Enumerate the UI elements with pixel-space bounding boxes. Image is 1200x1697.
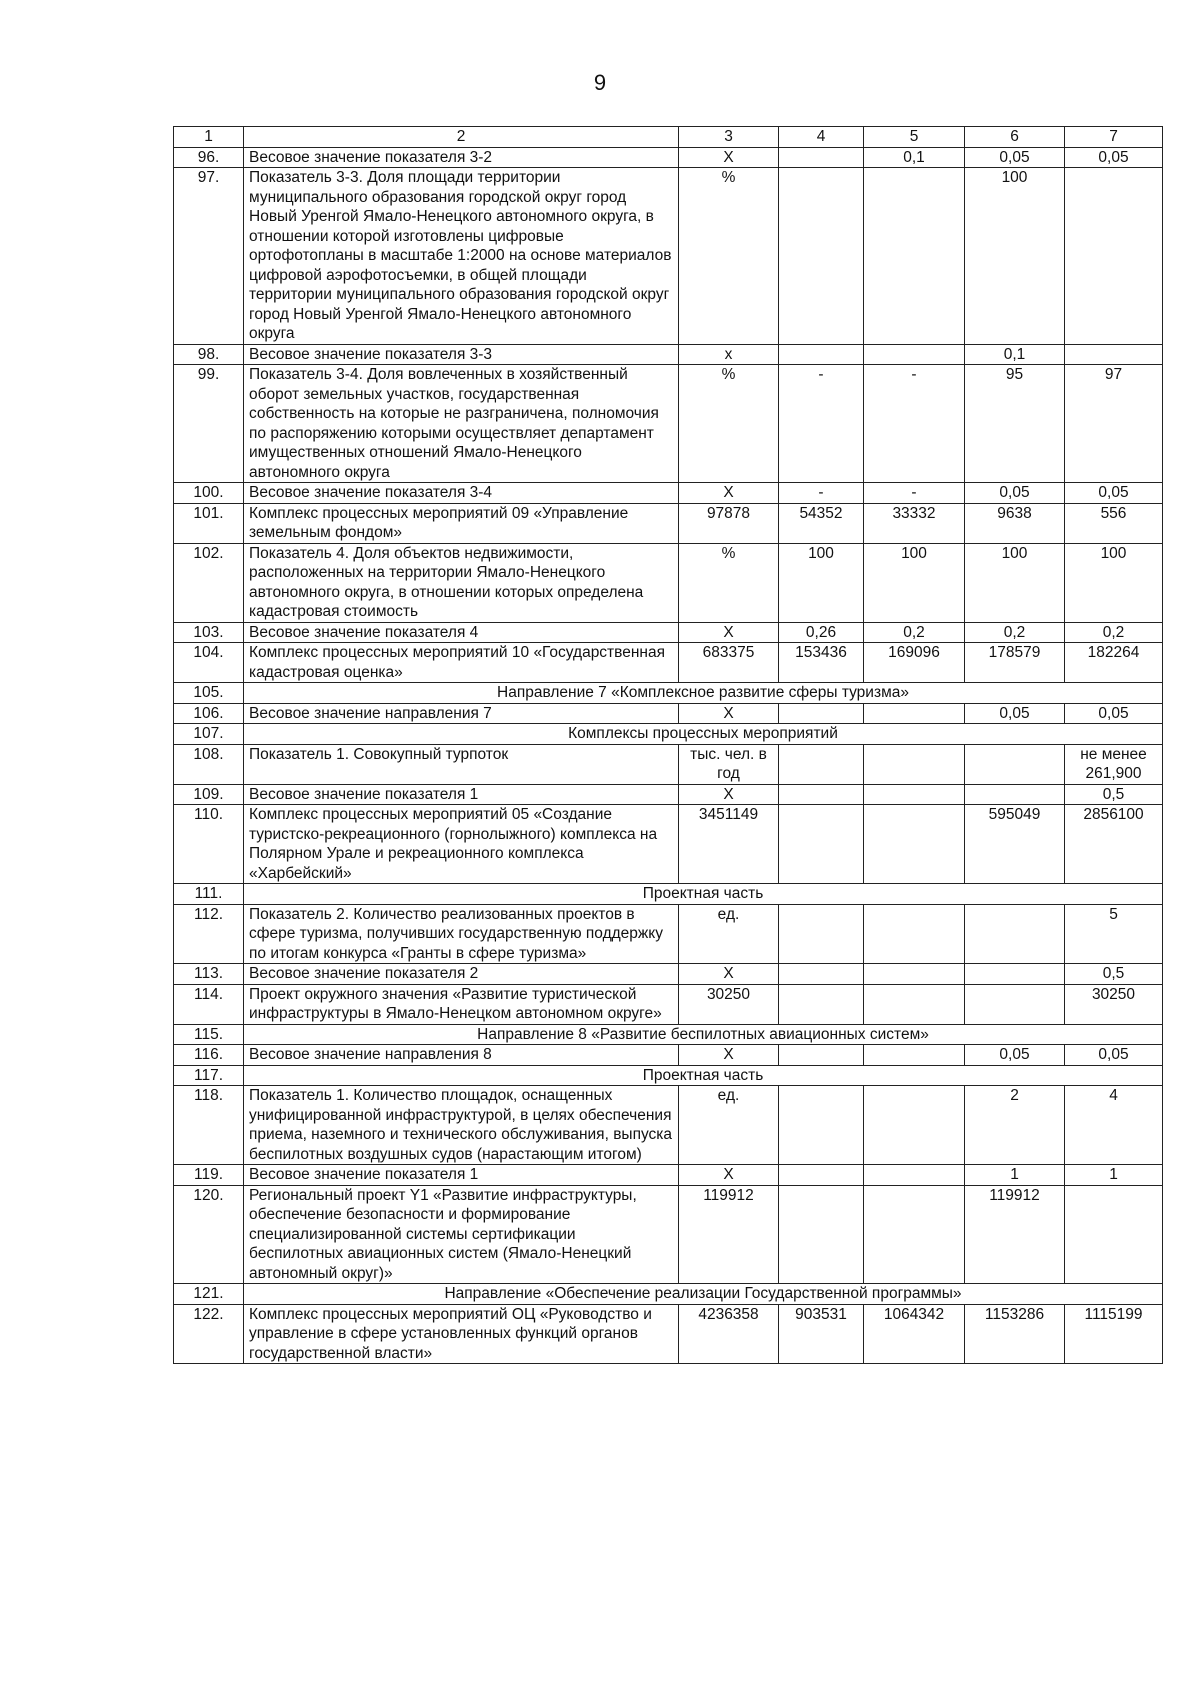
unit-or-total-cell: 683375: [679, 643, 779, 683]
table-row: [174, 503, 1163, 543]
unit-or-total-cell: %: [679, 543, 779, 622]
value-cell-col7: 1: [1065, 1165, 1163, 1186]
section-title-cell: Комплексы процессных мероприятий: [244, 724, 1163, 745]
unit-or-total-cell: Х: [679, 703, 779, 724]
value-cell-col5: 169096: [864, 643, 965, 683]
header-cell: 7: [1065, 127, 1163, 148]
value-cell-col4: [779, 805, 864, 884]
section-row: [174, 683, 1163, 704]
value-cell-col4: [779, 904, 864, 964]
unit-or-total-cell: 97878: [679, 503, 779, 543]
unit-or-total-cell: х: [679, 344, 779, 365]
value-cell-col5: [864, 703, 965, 724]
row-number-cell: 103.: [174, 622, 244, 643]
header-cell: 3: [679, 127, 779, 148]
indicator-name-cell: Показатель 2. Количество реализованных проектов в сфере туризма, получивших государственную поддержку по итогам конкурса «Гранты в сфере туризма»: [244, 904, 679, 964]
value-cell-col4: [779, 964, 864, 985]
unit-or-total-cell: Х: [679, 1045, 779, 1066]
value-cell-col6: 0,05: [965, 147, 1065, 168]
table-row: [174, 543, 1163, 622]
unit-or-total-cell: 30250: [679, 984, 779, 1024]
table-row: [174, 483, 1163, 504]
table-row: [174, 168, 1163, 345]
value-cell-col6: 0,1: [965, 344, 1065, 365]
table-row: [174, 365, 1163, 483]
value-cell-col6: [965, 784, 1065, 805]
row-number-cell: 107.: [174, 724, 244, 745]
value-cell-col4: [779, 1045, 864, 1066]
section-row: [174, 1284, 1163, 1305]
value-cell-col5: [864, 984, 965, 1024]
value-cell-col7: [1065, 168, 1163, 345]
row-number-cell: 118.: [174, 1086, 244, 1165]
indicator-name-cell: Показатель 3-3. Доля площади территории муниципального образования городской округ город Новый Уренгой Ямало-Ненецкого автономного округа, в отношении которой изготовлены цифровые ортофотопланы в масштабе 1:2000 на основе материалов цифровой аэрофотосъемки, в общей площади территории муниципального образования городской округ город Новый Уренгой Ямало-Ненецкого автономного округа: [244, 168, 679, 345]
section-row: [174, 884, 1163, 905]
section-title-cell: Направление «Обеспечение реализации Государственной программы»: [244, 1284, 1163, 1305]
indicator-name-cell: Комплекс процессных мероприятий 10 «Государственная кадастровая оценка»: [244, 643, 679, 683]
unit-or-total-cell: 119912: [679, 1185, 779, 1284]
unit-or-total-cell: 3451149: [679, 805, 779, 884]
unit-or-total-cell: Х: [679, 483, 779, 504]
indicators-table: [173, 126, 1163, 1364]
value-cell-col6: 100: [965, 168, 1065, 345]
value-cell-col5: 1064342: [864, 1304, 965, 1364]
indicator-name-cell: Показатель 4. Доля объектов недвижимости, расположенных на территории Ямало-Ненецкого автономного округа, в отношении которых определена кадастровая стоимость: [244, 543, 679, 622]
value-cell-col4: [779, 703, 864, 724]
unit-or-total-cell: %: [679, 365, 779, 483]
value-cell-col7: 30250: [1065, 984, 1163, 1024]
value-cell-col6: 1153286: [965, 1304, 1065, 1364]
row-number-cell: 102.: [174, 543, 244, 622]
value-cell-col4: 100: [779, 543, 864, 622]
section-row: [174, 1024, 1163, 1045]
value-cell-col4: -: [779, 483, 864, 504]
table-row: [174, 703, 1163, 724]
table-row: [174, 1086, 1163, 1165]
indicator-name-cell: Показатель 1. Совокупный турпоток: [244, 744, 679, 784]
unit-or-total-cell: %: [679, 168, 779, 345]
row-number-cell: 101.: [174, 503, 244, 543]
indicator-name-cell: Весовое значение направления 8: [244, 1045, 679, 1066]
row-number-cell: 98.: [174, 344, 244, 365]
indicator-name-cell: Показатель 1. Количество площадок, оснащенных унифицированной инфраструктурой, в целях обеспечения приема, наземного и технического обслуживания, выпуска беспилотных воздушных судов (нарастающим итогом): [244, 1086, 679, 1165]
row-number-cell: 109.: [174, 784, 244, 805]
value-cell-col6: 595049: [965, 805, 1065, 884]
indicator-name-cell: Весовое значение показателя 3-3: [244, 344, 679, 365]
value-cell-col5: [864, 744, 965, 784]
value-cell-col5: [864, 344, 965, 365]
row-number-cell: 122.: [174, 1304, 244, 1364]
value-cell-col5: -: [864, 483, 965, 504]
table-row: [174, 344, 1163, 365]
row-number-cell: 113.: [174, 964, 244, 985]
value-cell-col5: -: [864, 365, 965, 483]
indicator-name-cell: Весовое значение показателя 3-4: [244, 483, 679, 504]
value-cell-col7: 0,05: [1065, 703, 1163, 724]
value-cell-col4: [779, 344, 864, 365]
value-cell-col4: [779, 168, 864, 345]
value-cell-col4: -: [779, 365, 864, 483]
unit-or-total-cell: ед.: [679, 1086, 779, 1165]
table-row: [174, 147, 1163, 168]
value-cell-col7: 0,05: [1065, 147, 1163, 168]
indicator-name-cell: Весовое значение показателя 1: [244, 1165, 679, 1186]
table-row: [174, 1165, 1163, 1186]
value-cell-col5: 0,1: [864, 147, 965, 168]
row-number-cell: 108.: [174, 744, 244, 784]
table-row: [174, 904, 1163, 964]
row-number-cell: 105.: [174, 683, 244, 704]
value-cell-col4: 153436: [779, 643, 864, 683]
value-cell-col7: 4: [1065, 1086, 1163, 1165]
value-cell-col7: 100: [1065, 543, 1163, 622]
value-cell-col5: [864, 168, 965, 345]
value-cell-col6: [965, 964, 1065, 985]
value-cell-col7: 1115199: [1065, 1304, 1163, 1364]
unit-or-total-cell: Х: [679, 1165, 779, 1186]
row-number-cell: 97.: [174, 168, 244, 345]
value-cell-col7: 5: [1065, 904, 1163, 964]
unit-or-total-cell: Х: [679, 964, 779, 985]
value-cell-col6: 0,05: [965, 703, 1065, 724]
value-cell-col5: [864, 904, 965, 964]
indicator-name-cell: Показатель 3-4. Доля вовлеченных в хозяйственный оборот земельных участков, государственная собственность на которые не разграничена, полномочия по распоряжению которыми осуществляет департамент имущественных отношений Ямало-Ненецкого автономного округа: [244, 365, 679, 483]
indicator-name-cell: Весовое значение показателя 3-2: [244, 147, 679, 168]
value-cell-col4: 54352: [779, 503, 864, 543]
value-cell-col5: [864, 964, 965, 985]
table-row: [174, 784, 1163, 805]
table-row: [174, 622, 1163, 643]
value-cell-col5: 33332: [864, 503, 965, 543]
value-cell-col4: 0,26: [779, 622, 864, 643]
value-cell-col7: 97: [1065, 365, 1163, 483]
indicator-name-cell: Региональный проект Y1 «Развитие инфраструктуры, обеспечение безопасности и формирование специализированной системы сертификации беспилотных авиационных систем (Ямало-Ненецкий автономный округ)»: [244, 1185, 679, 1284]
indicator-name-cell: Комплекс процессных мероприятий 05 «Создание туристско-рекреационного (горнолыжного) комплекса на Полярном Урале и рекреационного комплекса «Харбейский»: [244, 805, 679, 884]
value-cell-col7: 556: [1065, 503, 1163, 543]
row-number-cell: 114.: [174, 984, 244, 1024]
page-number: 9: [593, 70, 607, 95]
section-title-cell: Проектная часть: [244, 884, 1163, 905]
value-cell-col4: [779, 1086, 864, 1165]
value-cell-col4: [779, 1165, 864, 1186]
value-cell-col4: [779, 147, 864, 168]
header-cell: 6: [965, 127, 1065, 148]
value-cell-col5: [864, 1045, 965, 1066]
table-row: [174, 984, 1163, 1024]
indicator-name-cell: Комплекс процессных мероприятий ОЦ «Руководство и управление в сфере установленных функций органов государственной власти»: [244, 1304, 679, 1364]
header-cell: 2: [244, 127, 679, 148]
value-cell-col7: 0,5: [1065, 784, 1163, 805]
value-cell-col4: 903531: [779, 1304, 864, 1364]
row-number-cell: 121.: [174, 1284, 244, 1305]
value-cell-col4: [779, 744, 864, 784]
value-cell-col6: 0,05: [965, 1045, 1065, 1066]
value-cell-col6: [965, 984, 1065, 1024]
value-cell-col5: [864, 805, 965, 884]
row-number-cell: 100.: [174, 483, 244, 504]
header-cell: 4: [779, 127, 864, 148]
section-title-cell: Направление 8 «Развитие беспилотных авиационных систем»: [244, 1024, 1163, 1045]
unit-or-total-cell: Х: [679, 622, 779, 643]
table-row: [174, 643, 1163, 683]
section-title-cell: Направление 7 «Комплексное развитие сферы туризма»: [244, 683, 1163, 704]
indicator-name-cell: Весовое значение показателя 2: [244, 964, 679, 985]
value-cell-col5: 100: [864, 543, 965, 622]
table-row: [174, 1304, 1163, 1364]
row-number-cell: 119.: [174, 1165, 244, 1186]
value-cell-col5: [864, 1165, 965, 1186]
value-cell-col7: 0,05: [1065, 1045, 1163, 1066]
section-row: [174, 1065, 1163, 1086]
unit-or-total-cell: Х: [679, 784, 779, 805]
value-cell-col5: [864, 1086, 965, 1165]
value-cell-col7: [1065, 344, 1163, 365]
unit-or-total-cell: 4236358: [679, 1304, 779, 1364]
value-cell-col4: [779, 784, 864, 805]
unit-or-total-cell: тыс. чел. в год: [679, 744, 779, 784]
value-cell-col7: 0,5: [1065, 964, 1163, 985]
row-number-cell: 104.: [174, 643, 244, 683]
indicator-name-cell: Весовое значение направления 7: [244, 703, 679, 724]
value-cell-col7: 0,05: [1065, 483, 1163, 504]
value-cell-col6: [965, 904, 1065, 964]
row-number-cell: 99.: [174, 365, 244, 483]
value-cell-col5: [864, 1185, 965, 1284]
row-number-cell: 111.: [174, 884, 244, 905]
section-title-cell: Проектная часть: [244, 1065, 1163, 1086]
row-number-cell: 115.: [174, 1024, 244, 1045]
header-cell: 5: [864, 127, 965, 148]
table-header-row: [174, 127, 1163, 148]
value-cell-col4: [779, 984, 864, 1024]
table-row: [174, 1185, 1163, 1284]
value-cell-col5: 0,2: [864, 622, 965, 643]
value-cell-col6: 0,05: [965, 483, 1065, 504]
table-row: [174, 805, 1163, 884]
table-row: [174, 744, 1163, 784]
value-cell-col7: 2856100: [1065, 805, 1163, 884]
value-cell-col7: 0,2: [1065, 622, 1163, 643]
value-cell-col4: [779, 1185, 864, 1284]
table-row: [174, 964, 1163, 985]
value-cell-col6: [965, 744, 1065, 784]
row-number-cell: 110.: [174, 805, 244, 884]
indicator-name-cell: Весовое значение показателя 1: [244, 784, 679, 805]
table-row: [174, 1045, 1163, 1066]
row-number-cell: 116.: [174, 1045, 244, 1066]
row-number-cell: 117.: [174, 1065, 244, 1086]
section-row: [174, 724, 1163, 745]
value-cell-col6: 0,2: [965, 622, 1065, 643]
row-number-cell: 96.: [174, 147, 244, 168]
indicator-name-cell: Проект окружного значения «Развитие туристической инфраструктуры в Ямало-Ненецком автономном округе»: [244, 984, 679, 1024]
value-cell-col6: 95: [965, 365, 1065, 483]
row-number-cell: 112.: [174, 904, 244, 964]
value-cell-col6: 1: [965, 1165, 1065, 1186]
value-cell-col7: не менее 261,900: [1065, 744, 1163, 784]
header-cell: 1: [174, 127, 244, 148]
row-number-cell: 106.: [174, 703, 244, 724]
value-cell-col6: 9638: [965, 503, 1065, 543]
indicator-name-cell: Комплекс процессных мероприятий 09 «Управление земельным фондом»: [244, 503, 679, 543]
unit-or-total-cell: ед.: [679, 904, 779, 964]
value-cell-col7: 182264: [1065, 643, 1163, 683]
value-cell-col7: [1065, 1185, 1163, 1284]
value-cell-col6: 178579: [965, 643, 1065, 683]
unit-or-total-cell: Х: [679, 147, 779, 168]
value-cell-col6: 100: [965, 543, 1065, 622]
value-cell-col6: 2: [965, 1086, 1065, 1165]
value-cell-col6: 119912: [965, 1185, 1065, 1284]
indicator-name-cell: Весовое значение показателя 4: [244, 622, 679, 643]
value-cell-col5: [864, 784, 965, 805]
row-number-cell: 120.: [174, 1185, 244, 1284]
